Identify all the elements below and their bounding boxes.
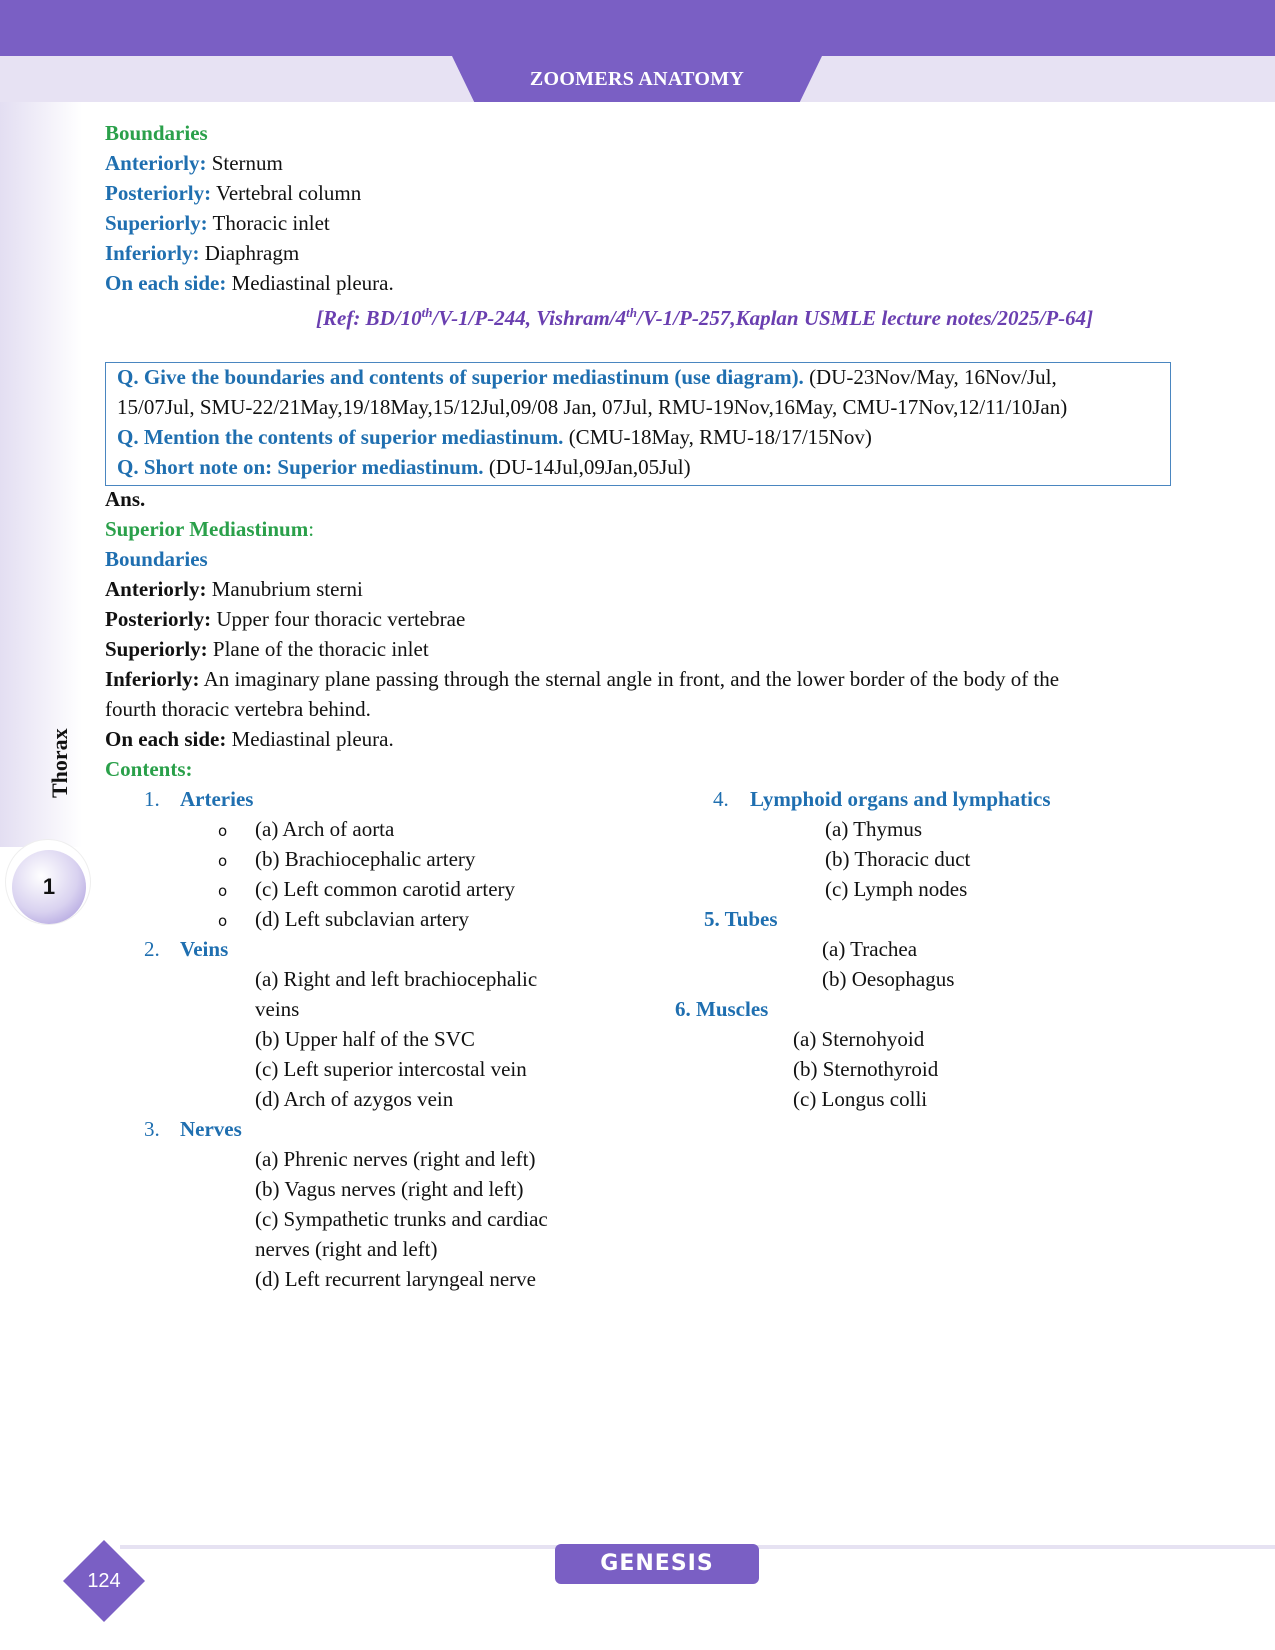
list-number: 4. (713, 787, 729, 811)
list-item: (a) Arch of aorta (255, 817, 395, 841)
veins-heading: Veins (180, 937, 229, 961)
list-item: (a) Trachea (822, 937, 918, 961)
list-item: (a) Right and left brachiocephalic (255, 967, 538, 991)
list-item: (a) Thymus (825, 817, 923, 841)
boundary-row: Posteriorly: Vertebral column (105, 181, 362, 205)
lymphoid-heading: Lymphoid organs and lymphatics (750, 787, 1051, 811)
boundary-row: On each side: Mediastinal pleura. (105, 271, 394, 295)
list-item: (c) Left common carotid artery (255, 877, 516, 901)
contents-heading: Contents: (105, 757, 193, 781)
page-number: 124 (87, 1570, 121, 1592)
chapter-number-badge: 1 (12, 850, 86, 924)
chapter-label: Thorax (47, 728, 72, 798)
question-line: 15/07Jul, SMU-22/21May,19/18May,15/12Jul,09/08 Jan, 07Jul, RMU-19Nov,16May, CMU-17Nov,12/11/10Jan) (117, 395, 1068, 419)
bullet-icon: o (218, 852, 228, 870)
list-number: 1. (144, 787, 160, 811)
bullet-icon: o (218, 882, 228, 900)
list-item: (d) Left subclavian artery (255, 907, 469, 931)
bullet-icon: o (218, 822, 228, 840)
list-item: (b) Brachiocephalic artery (255, 847, 476, 871)
list-number: 3. (144, 1117, 160, 1141)
list-item: (c) Longus colli (793, 1087, 928, 1111)
list-item: (a) Sternohyoid (793, 1027, 925, 1051)
answer-boundary-row: Posteriorly: Upper four thoracic vertebrae (105, 607, 466, 631)
bullet-icon: o (218, 912, 228, 930)
list-item: (c) Sympathetic trunks and cardiac (255, 1207, 548, 1231)
boundary-row: Superiorly: Thoracic inlet (105, 211, 330, 235)
list-item: nerves (right and left) (255, 1237, 438, 1261)
list-item: (b) Sternothyroid (793, 1057, 939, 1081)
answer-label: Ans. (105, 487, 146, 511)
list-item: (d) Arch of azygos vein (255, 1087, 454, 1111)
answer-boundary-row: Superiorly: Plane of the thoracic inlet (105, 637, 429, 661)
question-line: Q. Give the boundaries and contents of superior mediastinum (use diagram). (DU-23Nov/May, 16Nov/Jul, (117, 365, 1057, 389)
tubes-heading: 5. Tubes (704, 907, 778, 931)
arteries-heading: Arteries (180, 787, 254, 811)
answer-boundary-row: On each side: Mediastinal pleura. (105, 727, 394, 751)
list-item: veins (255, 997, 300, 1021)
answer-title: Superior Mediastinum: (105, 517, 315, 541)
question-line: Q. Short note on: Superior mediastinum. (DU-14Jul,09Jan,05Jul) (117, 455, 691, 479)
list-item: (a) Phrenic nerves (right and left) (255, 1147, 536, 1171)
reference-citation: [Ref: BD/10th/V-1/P-244, Vishram/4th/V-1/P-257,Kaplan USMLE lecture notes/2025/P-64] (316, 305, 1094, 330)
header-title: ZOOMERS ANATOMY (529, 68, 745, 90)
boundaries-heading: Boundaries (105, 547, 208, 571)
answer-boundary-continuation: fourth thoracic vertebra behind. (105, 697, 371, 721)
answer-boundary-row: Anteriorly: Manubrium sterni (105, 577, 363, 601)
list-item: (b) Vagus nerves (right and left) (255, 1177, 524, 1201)
footer-brand: GENESIS (555, 1544, 759, 1584)
list-item: (b) Upper half of the SVC (255, 1027, 475, 1051)
list-item: (c) Left superior intercostal vein (255, 1057, 527, 1081)
answer-boundary-row: Inferiorly: An imaginary plane passing through the sternal angle in front, and the lower border of the body of the (105, 667, 1060, 691)
header-bar (0, 0, 1275, 56)
boundary-row: Inferiorly: Diaphragm (105, 241, 300, 265)
question-line: Q. Mention the contents of superior mediastinum. (CMU-18May, RMU-18/17/15Nov) (117, 425, 872, 449)
list-item: (b) Oesophagus (822, 967, 955, 991)
list-number: 2. (144, 937, 160, 961)
list-item: (d) Left recurrent laryngeal nerve (255, 1267, 536, 1291)
nerves-heading: Nerves (180, 1117, 242, 1141)
section-heading: Boundaries (105, 121, 208, 145)
muscles-heading: 6. Muscles (675, 997, 769, 1021)
list-item: (b) Thoracic duct (825, 847, 971, 871)
list-item: (c) Lymph nodes (825, 877, 968, 901)
boundary-row: Anteriorly: Sternum (105, 151, 283, 175)
